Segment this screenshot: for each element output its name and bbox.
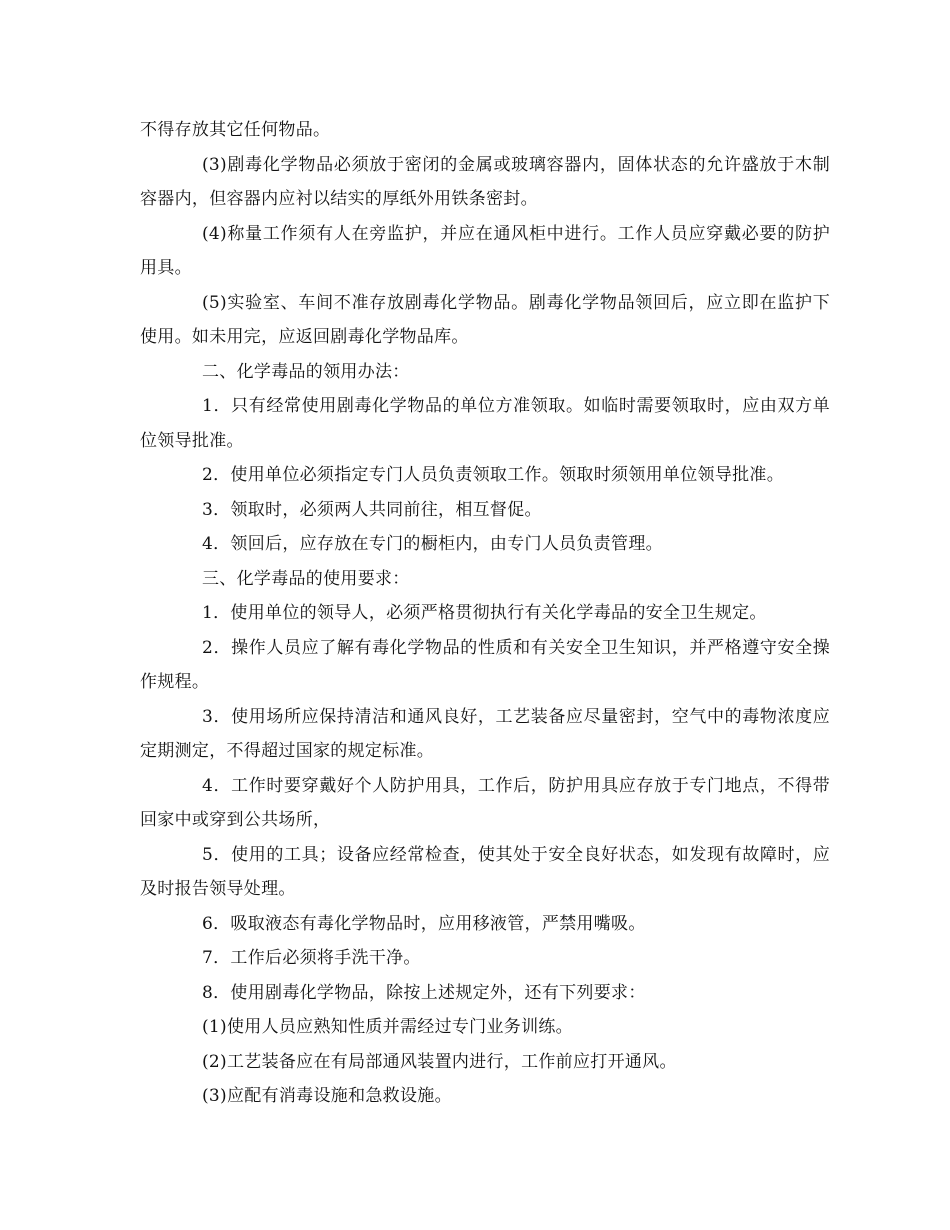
paragraph-claim-4: 4．领回后，应存放在专门的橱柜内，由专门人员负责管理。 <box>202 534 663 554</box>
document-body <box>140 113 830 1114</box>
paragraph-item-3: (3)剧毒化学物品必须放于密闭的金属或玻璃容器内，固体状态的允许盛放于木制容器内，但容器内应衬以结实的厚纸外用铁条密封。 <box>140 154 830 209</box>
section-heading-3: 三、化学毒品的使用要求： <box>202 568 410 589</box>
paragraph-use-5: 5．使用的工具；设备应经常检查，使其处于安全良好状态，如发现有故障时，应及时报告领导处理。 <box>140 844 830 899</box>
paragraph-claim-3: 3．领取时，必须两人共同前往，相互督促。 <box>202 499 542 520</box>
paragraph-item-5: (5)实验室、车间不准存放剧毒化学物品。剧毒化学物品领回后，应立即在监护下使用。如未用完，应返回剧毒化学物品库。 <box>140 292 830 347</box>
paragraph-use-7: 7．工作后必须将手洗干净。 <box>202 948 421 968</box>
paragraph-use-2: 2．操作人员应了解有毒化学物品的性质和有关安全卫生知识，并严格遵守安全操作规程。 <box>140 637 830 692</box>
paragraph-use-4: 4．工作时要穿戴好个人防护用具，工作后，防护用具应存放于专门地点，不得带回家中或穿到公共场所， <box>140 775 830 830</box>
paragraph-use-1: 1．使用单位的领导人，必须严格贯彻执行有关化学毒品的安全卫生规定。 <box>202 603 767 623</box>
paragraph-subitem-2: (2)工艺装备应在有局部通风装置内进行，工作前应打开通风。 <box>202 1051 677 1072</box>
paragraph-use-3: 3．使用场所应保持清洁和通风良好，工艺装备应尽量密封，空气中的毒物浓度应定期测定，不得超过国家的规定标准。 <box>140 706 830 761</box>
section-heading-2: 二、化学毒品的领用办法： <box>202 361 410 382</box>
paragraph-use-8: 8．使用剧毒化学物品，除按上述规定外，还有下列要求： <box>202 982 646 1003</box>
paragraph-use-6: 6．吸取液态有毒化学物品时，应用移液管，严禁用嘴吸。 <box>202 913 646 934</box>
paragraph-subitem-1: (1)使用人员应熟知性质并需经过专门业务训练。 <box>202 1017 573 1037</box>
paragraph-item-4: (4)称量工作须有人在旁监护，并应在通风柜中进行。工作人员应穿戴必要的防护用具。 <box>140 223 830 278</box>
paragraph-claim-1: 1．只有经常使用剧毒化学物品的单位方准领取。如临时需要领取时，应由双方单位领导批准。 <box>140 396 830 451</box>
paragraph-continuation: 不得存放其它任何物品。 <box>140 120 331 140</box>
paragraph-subitem-3: (3)应配有消毒设施和急救设施。 <box>202 1086 452 1106</box>
paragraph-claim-2: 2．使用单位必须指定专门人员负责领取工作。领取时须领用单位领导批准。 <box>202 465 785 485</box>
